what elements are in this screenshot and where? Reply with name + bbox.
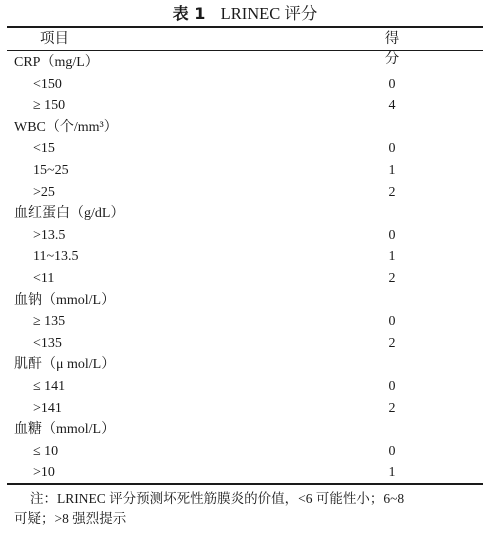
criterion-label: 15~25 xyxy=(33,162,69,178)
table-caption xyxy=(0,4,490,24)
table-top-rule xyxy=(7,26,483,28)
table-row xyxy=(0,95,490,117)
criterion-label: <11 xyxy=(33,270,55,286)
score-value: 2 xyxy=(388,184,396,200)
group-label: 肌酐（μ mol/L） xyxy=(14,357,116,373)
group-label: CRP（mg/L） xyxy=(14,55,99,70)
score-value: 0 xyxy=(388,227,396,243)
table-row xyxy=(0,138,490,160)
table-row xyxy=(0,441,490,463)
table-group-row xyxy=(0,52,490,74)
group-label: 血红蛋白（g/dL） xyxy=(14,206,125,222)
group-label: 血糖（mmol/L） xyxy=(14,422,116,438)
criterion-label: <150 xyxy=(33,76,62,92)
score-value: 1 xyxy=(388,465,396,481)
criterion-label: <15 xyxy=(33,141,55,157)
table-row xyxy=(0,311,490,333)
score-value: 1 xyxy=(388,162,396,178)
score-value: 0 xyxy=(388,378,396,394)
table-row xyxy=(0,74,490,96)
table-header-rule xyxy=(7,50,483,51)
table-note-line-2: 可疑；>8 强烈提示 xyxy=(14,511,127,526)
score-value: 0 xyxy=(388,443,396,459)
criterion-label: ≥ 150 xyxy=(33,98,66,114)
table-bottom-rule xyxy=(7,483,483,485)
table-caption-label: 表 1 xyxy=(172,4,206,23)
score-value: 2 xyxy=(388,400,396,416)
score-value: 1 xyxy=(388,249,396,265)
table-row xyxy=(0,225,490,247)
criterion-label: >25 xyxy=(33,184,55,200)
table-group-row xyxy=(0,203,490,225)
table-note xyxy=(14,489,480,529)
criterion-label: >10 xyxy=(33,465,55,481)
table-group-row xyxy=(0,290,490,312)
table-row xyxy=(0,268,490,290)
table-row xyxy=(0,246,490,268)
table-group-row xyxy=(0,419,490,441)
group-label: 血钠（mmol/L） xyxy=(14,292,116,308)
table-body xyxy=(0,52,490,484)
score-value: 0 xyxy=(388,141,396,157)
criterion-label: 11~13.5 xyxy=(33,249,79,265)
score-value: 2 xyxy=(388,335,396,351)
table-caption-title: LRINEC 评分 xyxy=(220,4,318,23)
score-value: 2 xyxy=(388,270,396,286)
table-row xyxy=(0,398,490,420)
criterion-label: ≥ 135 xyxy=(33,314,66,330)
column-header-item: 项目 xyxy=(40,31,69,47)
criterion-label: >13.5 xyxy=(33,227,66,243)
table-row xyxy=(0,182,490,204)
criterion-label: ≤ 141 xyxy=(33,378,66,394)
table-note-line-1: 注：LRINEC 评分预测坏死性筋膜炎的价值，<6 可能性小；6~8 xyxy=(30,491,405,506)
criterion-label: ≤ 10 xyxy=(33,443,59,459)
table-row xyxy=(0,462,490,484)
score-value: 0 xyxy=(388,314,396,330)
table-group-row xyxy=(0,354,490,376)
table-row xyxy=(0,333,490,355)
score-value: 4 xyxy=(388,98,396,114)
table-group-row xyxy=(0,117,490,139)
criterion-label: >141 xyxy=(33,400,62,416)
criterion-label: <135 xyxy=(33,335,62,351)
column-header-score: 得分 xyxy=(384,31,400,67)
score-value: 0 xyxy=(388,76,396,92)
table-row xyxy=(0,376,490,398)
table-row xyxy=(0,160,490,182)
group-label: WBC（个/mm³） xyxy=(14,119,118,135)
